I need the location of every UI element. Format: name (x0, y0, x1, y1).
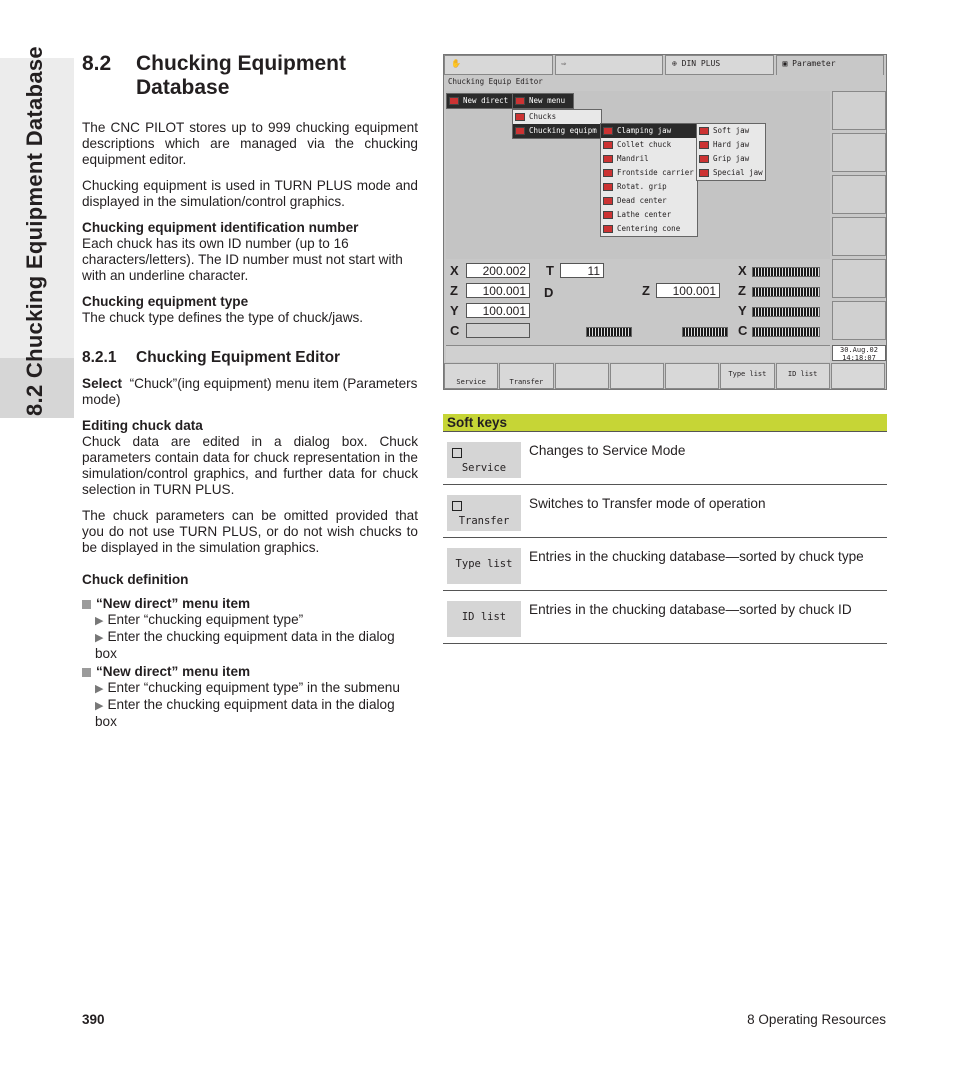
menu-icon (699, 169, 709, 177)
din-icon: ⊕ (672, 59, 677, 68)
intro-paragraph-1: The CNC PILOT stores up to 999 chucking equipment descriptions which are managed via the chucking equipment editor. (82, 120, 418, 167)
tool-t-label: T (546, 263, 554, 278)
section-title: Chucking Equipment Database (136, 52, 346, 99)
main-text-column (82, 52, 418, 730)
time-text: 14:18:07 (842, 354, 876, 362)
subsection-heading (82, 350, 418, 366)
softkey-type-list[interactable]: Type list (720, 363, 774, 389)
spindle-gauge-2 (682, 327, 728, 337)
side-tab-label: 8.2 Chucking Equipment Database (22, 46, 47, 416)
softkeys-table (443, 432, 887, 644)
select-word: Select (82, 376, 123, 391)
equipment-type-paragraph (82, 294, 418, 326)
softkey-empty[interactable] (555, 363, 609, 389)
id-number-text: Each chuck has its own ID number (up to 16 characters/letters). The ID number must not start with with an underline character. (82, 236, 403, 283)
status-line (446, 345, 830, 362)
tool-z-label: Z (642, 283, 650, 298)
softkey-description: Changes to Service Mode (529, 443, 686, 458)
softkey-row-service (443, 432, 887, 485)
menu-icon (515, 113, 525, 121)
editing-text: Chuck data are edited in a dialog box. Chuck parameters contain data for chuck representation in the simulation/control graphics, and further data for chuck selection in TURN PLUS. (82, 434, 418, 497)
vertical-softkey[interactable] (832, 217, 886, 256)
load-gauge-y (752, 307, 820, 317)
subsection-number: 8.2.1 (82, 349, 117, 366)
softkey-description: Entries in the chucking database—sorted by chuck type (529, 549, 864, 564)
jaw-type-menu (696, 123, 766, 181)
axis-value-z: 100.001 (466, 283, 530, 298)
axis-label-z-load: Z (738, 283, 746, 298)
menu-icon (699, 141, 709, 149)
softkey-id-list[interactable]: ID list (776, 363, 830, 389)
hand-icon: ✋ (451, 59, 461, 68)
bullet-square-icon (82, 600, 91, 609)
tool-z-value: 100.001 (656, 283, 720, 298)
procedure-1 (82, 596, 418, 662)
softkey-row-transfer (443, 485, 887, 538)
menu-icon (515, 97, 525, 105)
softkey-empty[interactable] (665, 363, 719, 389)
tool-d-label: D (544, 285, 554, 300)
vertical-softkey[interactable] (832, 91, 886, 130)
tab-parameter[interactable]: ▣ Parameter (776, 55, 885, 75)
floppy-icon (452, 448, 462, 458)
vertical-softkey[interactable] (832, 259, 886, 298)
arrow-right-icon: ▶ (95, 632, 104, 644)
id-number-label: Chucking equipment identification number (82, 220, 359, 235)
bullet-square-icon (82, 668, 91, 677)
procedure-step: Enter the chucking equipment data in the dialog box (95, 629, 395, 661)
axis-label-z: Z (450, 283, 458, 298)
service-softkey-image: Service (447, 442, 521, 478)
axis-value-y: 100.001 (466, 303, 530, 318)
menu-icon (603, 225, 613, 233)
procedure-step: Enter the chucking equipment data in the dialog box (95, 697, 395, 729)
procedure-step: Enter “chucking equipment type” (107, 612, 304, 627)
vertical-softkey[interactable] (832, 133, 886, 172)
menu-item-hard-jaw[interactable]: Hard jaw (697, 138, 765, 152)
softkey-service[interactable]: Service (444, 363, 498, 389)
menu-item-frontside-carrier[interactable]: Frontside carrier (601, 166, 697, 180)
load-gauge-c (752, 327, 820, 337)
menu-icon (603, 197, 613, 205)
axis-label-c: C (450, 323, 460, 338)
chapter-footer: 8 Operating Resources (747, 1012, 886, 1027)
omit-paragraph: The chuck parameters can be omitted provided that you do not use TURN PLUS, or do not wish chucks to be displayed in the simulation graphics. (82, 508, 418, 555)
softkey-empty[interactable] (610, 363, 664, 389)
editing-label: Editing chuck data (82, 418, 203, 433)
menu-icon (603, 211, 613, 219)
softkey-description: Entries in the chucking database—sorted by chuck ID (529, 602, 852, 617)
load-gauge-x (752, 267, 820, 277)
menu-item-rotat-grip[interactable]: Rotat. grip (601, 180, 697, 194)
spindle-gauge-1 (586, 327, 632, 337)
equipment-type-text: The chuck type defines the type of chuck/jaws. (82, 310, 364, 325)
date-text: 30.Aug.02 (840, 346, 878, 354)
load-gauge-z (752, 287, 820, 297)
tool-t-value: 11 (560, 263, 604, 278)
menu-item-soft-jaw[interactable]: Soft jaw (697, 124, 765, 138)
arrow-right-icon: ▶ (95, 683, 104, 695)
id-number-paragraph (82, 220, 418, 284)
menu-item-grip-jaw[interactable]: Grip jaw (697, 152, 765, 166)
mode-tab-row (444, 55, 886, 75)
menu-new-menu[interactable]: New menu (512, 93, 574, 109)
menu-icon (603, 169, 613, 177)
transfer-softkey-image: Transfer (447, 495, 521, 531)
arrow-right-icon: ▶ (95, 700, 104, 712)
softkey-row-id-list (443, 591, 887, 644)
tab-automatic[interactable] (555, 55, 664, 75)
vertical-softkeys (832, 91, 886, 341)
menu-icon (699, 155, 709, 163)
softkey-description: Switches to Transfer mode of operation (529, 496, 766, 511)
intro-paragraph-2: Chucking equipment is used in TURN PLUS mode and displayed in the simulation/control graphics. (82, 178, 418, 209)
menu-item-special-jaw[interactable]: Special jaw (697, 166, 765, 180)
menu-icon (603, 155, 613, 163)
axis-label-x-load: X (738, 263, 747, 278)
cnc-screenshot (443, 54, 887, 390)
equipment-type-label: Chucking equipment type (82, 294, 249, 309)
menu-item-collet-chuck[interactable]: Collet chuck (601, 138, 697, 152)
axis-label-c-load: C (738, 323, 748, 338)
procedure-step: Enter “chucking equipment type” in the submenu (107, 680, 400, 695)
section-heading (82, 52, 418, 100)
menu-new-direct[interactable]: New direct (446, 93, 514, 109)
tab-din-plus[interactable]: ⊕ DIN PLUS (665, 55, 774, 75)
tab-manual[interactable] (444, 55, 553, 75)
axis-value-x: 200.002 (466, 263, 530, 278)
chucks-menu (512, 109, 602, 139)
editing-paragraph (82, 418, 418, 498)
procedure-title: “New direct” menu item (96, 596, 251, 611)
axis-label-y: Y (450, 303, 459, 318)
date-time-display (832, 345, 886, 361)
machine-readout (446, 261, 830, 345)
menu-icon (603, 127, 613, 135)
axis-label-x: X (450, 263, 459, 278)
procedure-title: “New direct” menu item (96, 664, 251, 679)
softkey-empty[interactable] (831, 363, 885, 389)
menu-item-mandril[interactable]: Mandril (601, 152, 697, 166)
menu-icon (515, 127, 525, 135)
axis-label-y-load: Y (738, 303, 747, 318)
floppy-icon (452, 501, 462, 511)
program-run-icon: ⇨ (561, 59, 567, 68)
menu-icon (603, 183, 613, 191)
vertical-softkey[interactable] (832, 175, 886, 214)
menu-item-chucks[interactable]: Chucks (513, 110, 601, 124)
menu-icon (449, 97, 459, 105)
menu-item-chucking-equipm[interactable]: Chucking equipm (513, 124, 601, 138)
chapter-side-tab (0, 46, 74, 418)
floppy-icon: ▣ (782, 59, 788, 68)
softkey-row (444, 363, 886, 389)
arrow-right-icon: ▶ (95, 615, 104, 627)
menu-bar: Chucking Equip Editor (448, 77, 543, 86)
select-paragraph (82, 376, 418, 408)
softkeys-heading: Soft keys (443, 414, 887, 432)
vertical-softkey[interactable] (832, 301, 886, 340)
menu-item-centering-cone[interactable]: Centering cone (601, 222, 697, 236)
softkey-row-type-list (443, 538, 887, 591)
procedure-2 (82, 664, 418, 730)
menu-icon (603, 141, 613, 149)
chuck-definition-label: Chuck definition (82, 572, 189, 587)
subsection-title: Chucking Equipment Editor (136, 349, 341, 366)
menu-item-lathe-center[interactable]: Lathe center (601, 208, 697, 222)
select-text: “Chuck”(ing equipment) menu item (Parameters mode) (82, 376, 418, 407)
menu-item-clamping-jaw[interactable]: Clamping jaw (601, 124, 697, 138)
menu-icon (699, 127, 709, 135)
softkey-transfer[interactable]: Transfer (499, 363, 553, 389)
id-list-softkey-image: ID list (447, 601, 521, 637)
page-number: 390 (82, 1012, 105, 1027)
menu-item-dead-center[interactable]: Dead center (601, 194, 697, 208)
type-list-softkey-image: Type list (447, 548, 521, 584)
section-number: 8.2 (82, 52, 112, 75)
axis-value-c (466, 323, 530, 338)
equipment-type-menu (600, 123, 698, 237)
